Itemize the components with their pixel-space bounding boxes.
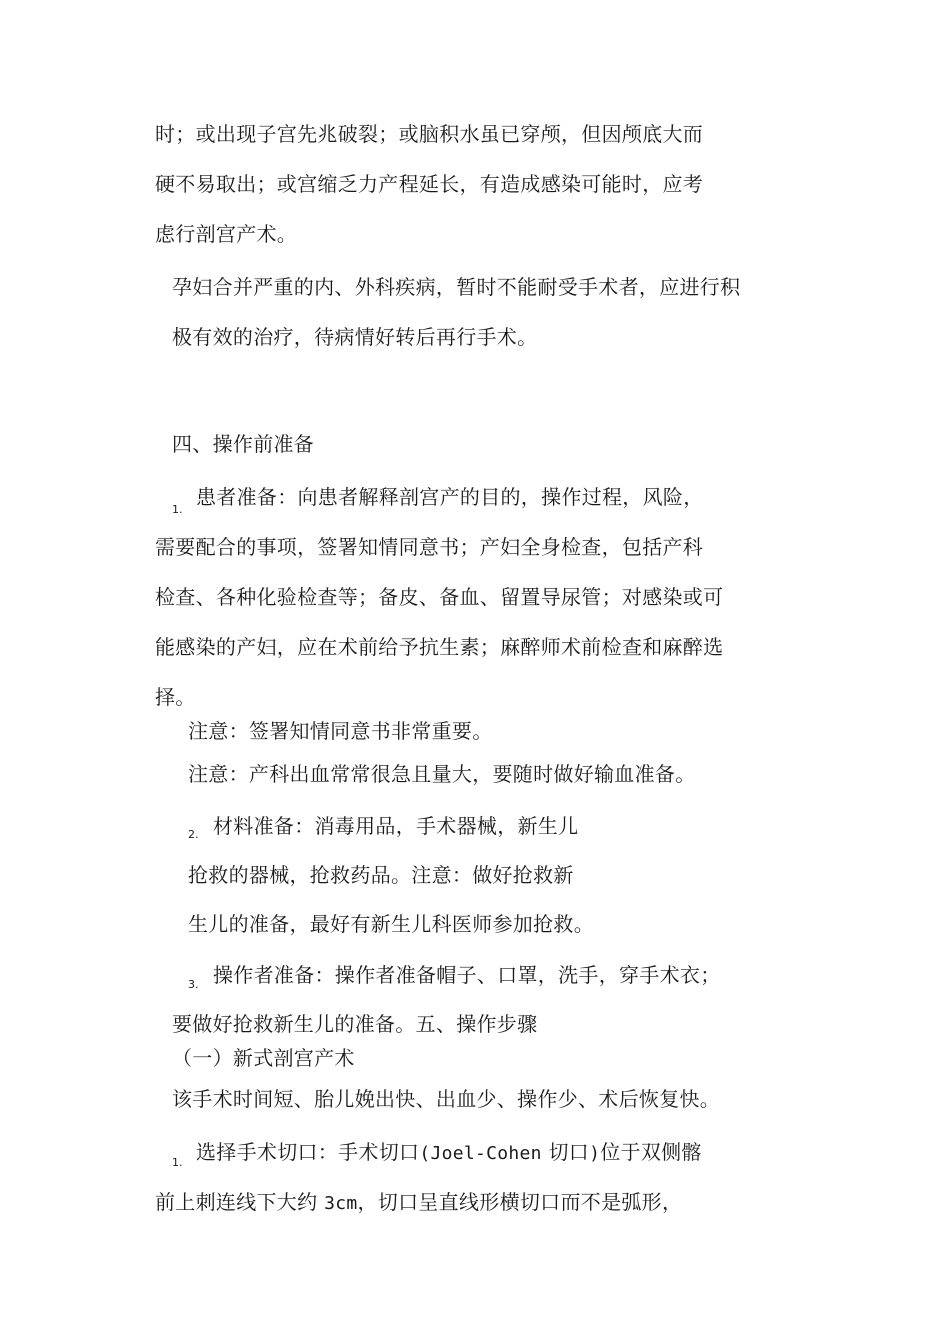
- paragraph-line: 极有效的治疗，待病情好转后再行手术。: [172, 325, 538, 349]
- text-segment-mono: (Joel-Cohen: [419, 1143, 542, 1164]
- list-number: 2.: [188, 828, 199, 841]
- note-line: 注意：产科出血常常很急且量大，要随时做好输血准备。: [188, 762, 696, 786]
- note-line: 注意：签署知情同意书非常重要。: [188, 719, 493, 743]
- paragraph-line: 时；或出现子宫先兆破裂；或脑积水虽已穿颅，但因颅底大而: [155, 122, 704, 146]
- list-item-line: [155, 1188, 682, 1218]
- list-item-line: 患者准备：向患者解释剖宫产的目的，操作过程，风险，: [196, 485, 704, 509]
- text-segment-mono: ): [589, 1143, 601, 1164]
- text-segment: 切口: [541, 1140, 590, 1164]
- subsection-heading: （一）新式剖宫产术: [172, 1046, 355, 1070]
- list-item-line: 能感染的产妇，应在术前给予抗生素；麻醉师术前检查和麻醉选: [155, 635, 724, 659]
- text-segment: 位于双侧髂: [600, 1140, 702, 1164]
- text-segment-mono: 3cm: [324, 1193, 358, 1214]
- list-item-line: 生儿的准备，最好有新生儿科医师参加抢救。: [188, 912, 594, 936]
- text-segment: ，切口呈直线形横切口而不是弧形，: [357, 1190, 683, 1214]
- text-segment: 选择手术切口：手术切口: [196, 1140, 420, 1164]
- list-item-line: 操作者准备：操作者准备帽子、口罩，洗手，穿手术衣；: [213, 963, 721, 987]
- list-item-line: 材料准备：消毒用品，手术器械，新生儿: [213, 814, 579, 838]
- list-item-line: 择。: [155, 685, 196, 709]
- paragraph-line: 虑行剖宫产术。: [155, 222, 298, 246]
- list-item-line: 抢救的器械，抢救药品。注意：做好抢救新: [188, 863, 574, 887]
- list-number: 3.: [188, 978, 199, 991]
- paragraph-line: 该手术时间短、胎儿娩出快、出血少、操作少、术后恢复快。: [172, 1087, 721, 1111]
- list-item-line: [196, 1138, 702, 1168]
- list-number: 1.: [172, 503, 183, 516]
- paragraph-line: 硬不易取出；或宫缩乏力产程延长，有造成感染可能时，应考: [155, 172, 704, 196]
- text-segment: 前上刺连线下大约: [155, 1190, 325, 1214]
- list-item-line: 检查、各种化验检查等；备皮、备血、留置导尿管；对感染或可: [155, 585, 724, 609]
- section-heading: 四、操作前准备: [172, 432, 315, 456]
- list-item-line: 需要配合的事项，签署知情同意书；产妇全身检查，包括产科: [155, 535, 704, 559]
- list-number: 1.: [172, 1156, 183, 1169]
- list-item-line: 要做好抢救新生儿的准备。五、操作步骤: [172, 1012, 538, 1036]
- paragraph-line: 孕妇合并严重的内、外科疾病，暂时不能耐受手术者，应进行积: [172, 275, 741, 299]
